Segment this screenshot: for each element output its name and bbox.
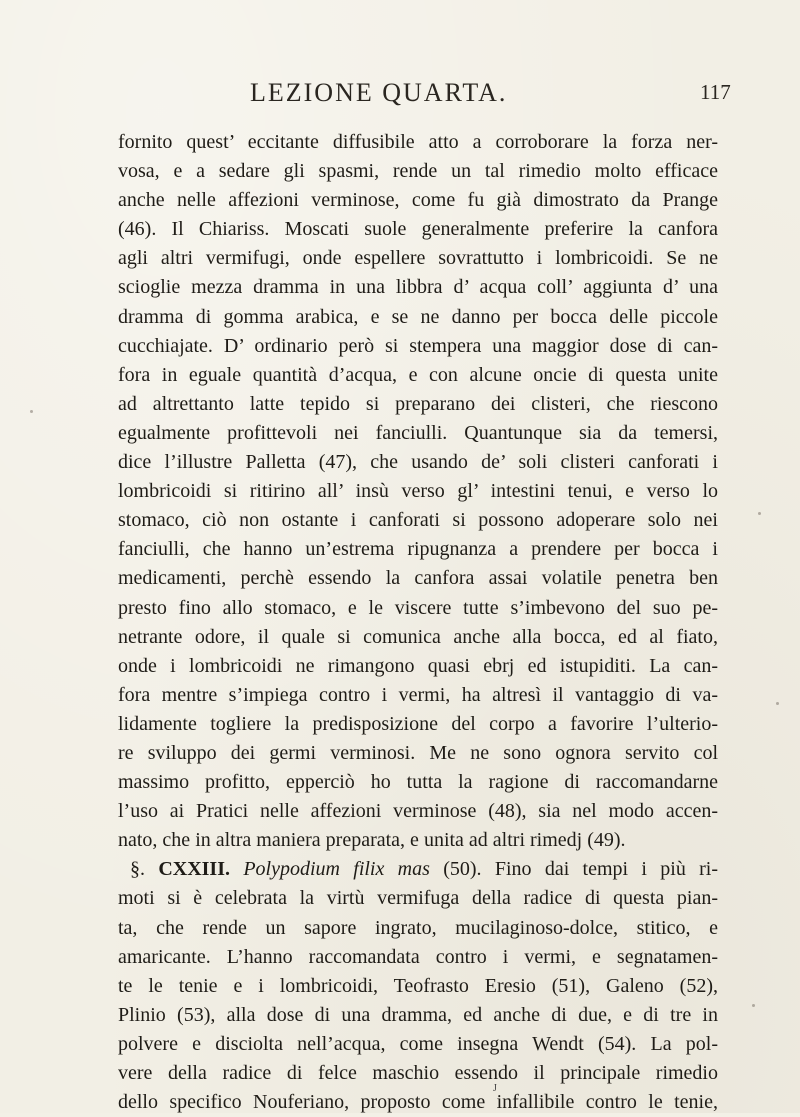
paper-speck	[776, 702, 779, 705]
paper-speck	[758, 512, 761, 515]
text-line: dramma di gomma arabica, e se ne danno per bocca delle piccole	[118, 305, 718, 328]
text-line: amaricante. L’hanno raccomandata contro i vermi, e segnatamen-	[118, 945, 718, 968]
text-line: ad altrettanto latte tepido si preparano dei clisteri, che riescono	[118, 392, 718, 415]
text-line: cucchiajate. D’ ordinario però si stempera una maggior dose di can-	[118, 334, 718, 357]
text-line: fora mentre s’impiega contro i vermi, ha altresì il vantaggio di va-	[118, 683, 718, 706]
body-text	[118, 128, 718, 1117]
text-line: (46). Il Chiariss. Moscati suole generalmente preferire la canfora	[118, 218, 718, 241]
text-line: ta, che rende un sapore ingrato, mucilaginoso-dolce, stitico, e	[118, 916, 718, 939]
text-line: massimo profitto, epperciò ho tutta la ragione di raccomandarne	[118, 771, 718, 794]
text-line: Plinio (53), alla dose di una dramma, ed anche di due, e di tre in	[118, 1003, 718, 1026]
text-line: vosa, e a sedare gli spasmi, rende un tal rimedio molto efficace	[118, 160, 718, 183]
text-line: presto fino allo stomaco, e le viscere tutte s’imbevono del suo pe-	[118, 596, 718, 619]
page-number: 117	[700, 80, 731, 104]
text-line: stomaco, ciò non ostante i canforati si possono adoperare solo nei	[118, 509, 718, 532]
text-line: agli altri vermifugi, onde espellere sovrattutto i lombricoidi. Se ne	[118, 247, 718, 270]
text-line: onde i lombricoidi ne rimangono quasi ebrj ed istupiditi. La can-	[118, 654, 718, 677]
botanical-name: Polypodium filix mas	[243, 858, 430, 881]
paper-speck	[752, 1004, 755, 1007]
paper-speck	[30, 410, 33, 413]
section-number: CXXIII.	[158, 858, 230, 881]
text-line: polvere e disciolta nell’acqua, come insegna Wendt (54). La pol-	[118, 1032, 718, 1055]
text-line: scioglie mezza dramma in una libbra d’ acqua coll’ aggiunta d’ una	[118, 276, 718, 299]
running-title: LEZIONE QUARTA.	[250, 78, 508, 107]
text-line: lidamente togliere la predisposizione del corpo a favorire l’ulterio-	[118, 712, 718, 735]
text-line: fora in eguale quantità d’acqua, e con alcune oncie di questa unite	[118, 363, 718, 386]
text-line: nato, che in altra maniera preparata, e unita ad altri rimedj (49).	[118, 829, 626, 852]
text-line: te le tenie e i lombricoidi, Teofrasto Eresio (51), Galeno (52),	[118, 974, 718, 997]
text-line: lombricoidi si ritirino all’ insù verso gl’ intestini tenui, e verso lo	[118, 480, 718, 503]
text-line: re sviluppo dei germi verminosi. Me ne sono ognora servito col	[118, 741, 718, 764]
text-line: fanciulli, che hanno un’estrema ripugnanza a prendere per bocca i	[118, 538, 718, 561]
text-line: anche nelle affezioni verminose, come fu già dimostrato da Prange	[118, 189, 718, 212]
text-line: l’uso ai Pratici nelle affezioni verminose (48), sia nel modo accen-	[118, 800, 718, 823]
text-line: netrante odore, il quale si comunica anche alla bocca, ed al fiato,	[118, 625, 718, 648]
text-line: dice l’illustre Palletta (47), che usando de’ soli clisteri canforati i	[118, 451, 718, 474]
page-header	[0, 68, 800, 108]
section-heading-line: §. CXXIII. Polypodium filix mas (50). Fino dai tempi i più ri-	[130, 858, 719, 881]
text-line: vere della radice di felce maschio essendo il principale rimedio	[118, 1062, 718, 1084]
text-line: egualmente profittevoli nei fanciulli. Quantunque sia da temersi,	[118, 421, 718, 444]
printer-mark: J	[493, 1083, 497, 1094]
text-line: fornito quest’ eccitante diffusibile atto a corroborare la forza ner-	[118, 131, 718, 153]
text-line: moti si è celebrata la virtù vermifuga della radice di questa pian-	[118, 887, 718, 910]
text-line: medicamenti, perchè essendo la canfora assai volatile penetra ben	[118, 567, 718, 590]
text-line: dello specifico Nouferiano, proposto come infallibile contro le tenie,	[118, 1091, 718, 1114]
